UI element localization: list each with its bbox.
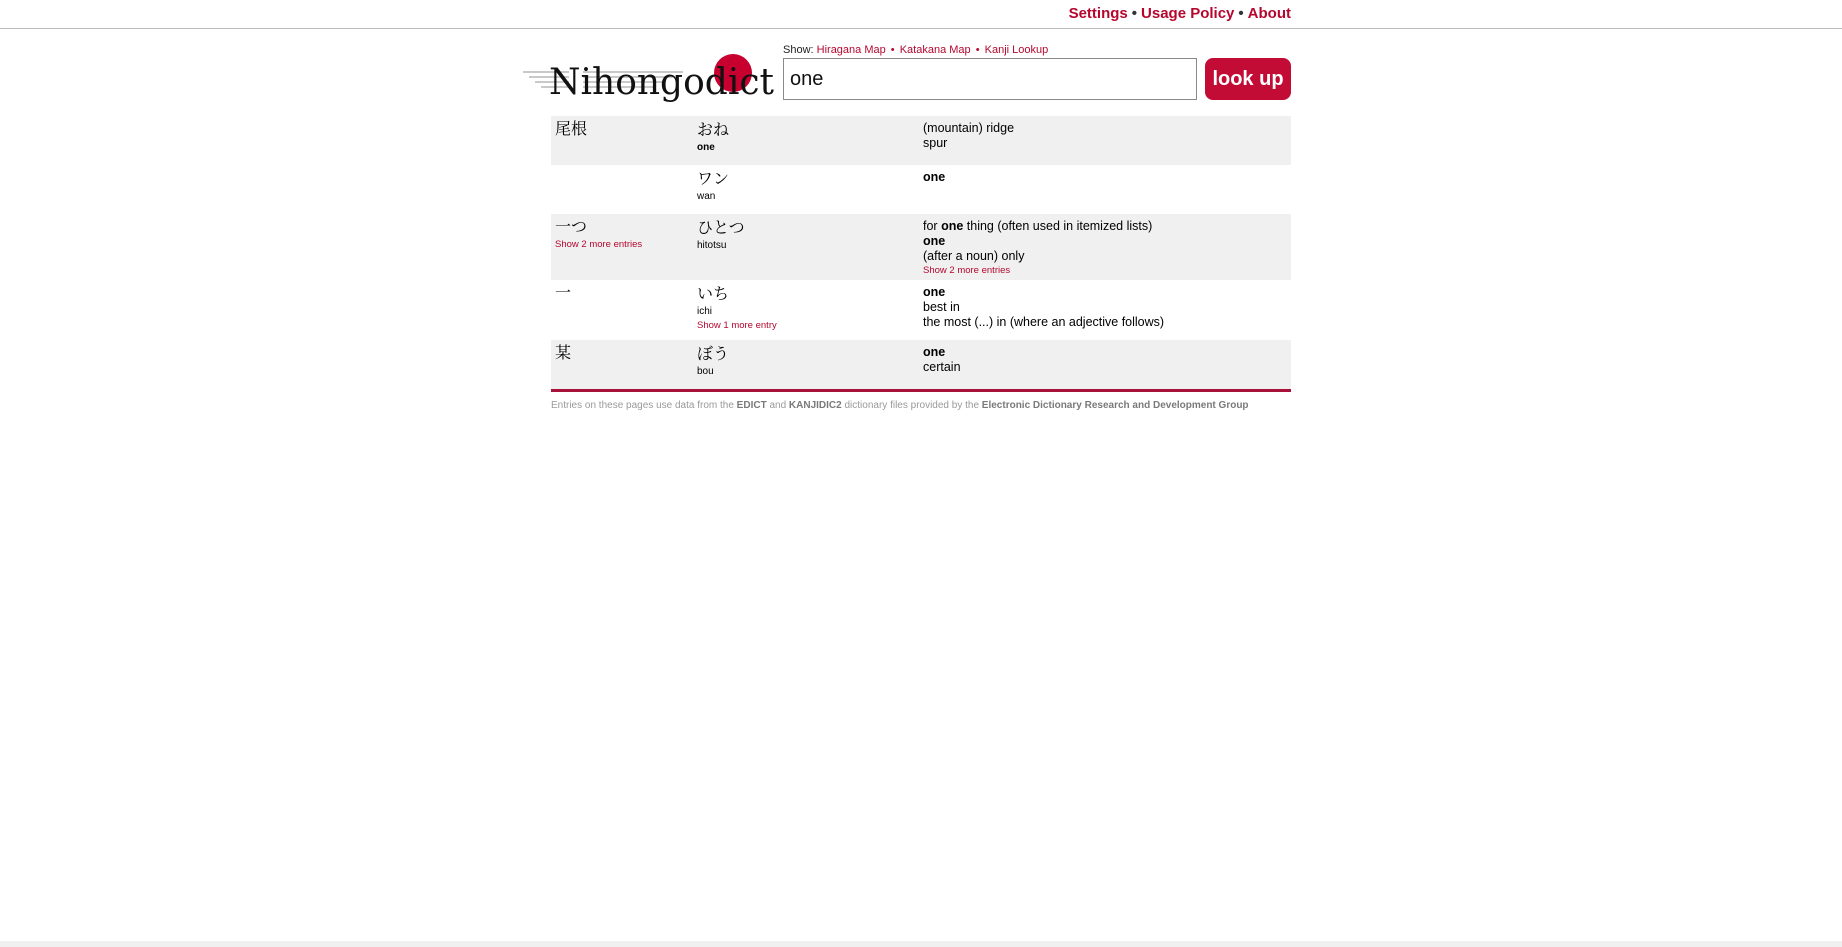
footer-credits [551,399,1291,412]
footer-text: and [766,400,789,411]
definition-cell [923,219,1152,277]
show-more-entries-link[interactable]: Show 2 more entries [555,239,643,250]
kana-cell [697,285,777,332]
show-separator: • [975,44,980,56]
result-row [551,340,1291,389]
kana-cell [697,170,729,204]
kanji-lookup-link[interactable]: Kanji Lookup [984,44,1049,56]
edrdg-label: Electronic Dictionary Research and Development Group [981,400,1249,411]
top-bar [0,0,1842,29]
romaji-text: bou [697,366,714,377]
definition-line: certain [923,360,961,374]
definition-cell [923,285,1164,330]
definition-line: the most (...) in (where an adjective follows) [923,315,1165,329]
kana-cell [697,219,745,253]
show-prefix: Show: [783,44,814,56]
definition-line: spur [923,136,948,150]
top-nav [1069,5,1291,22]
definition-cell [923,170,945,185]
result-row [551,116,1291,165]
kanji-cell [555,218,642,251]
result-row [551,280,1291,340]
bottom-strip [0,941,1842,947]
romaji-text: wan [697,191,716,202]
definition-line: (mountain) ridge [923,121,1015,135]
usage-policy-link[interactable]: Usage Policy [1141,5,1235,22]
kanji-text[interactable]: 一つ [555,219,588,236]
show-more-entries-link[interactable]: Show 2 more entries [923,265,1011,276]
footer-text: Entries on these pages use data from the [551,400,737,411]
definition-line: one [923,345,946,359]
kana-text: ワン [697,171,730,188]
edict-label: EDICT [736,400,767,411]
romaji-text: one [697,142,715,153]
look-up-button[interactable]: look up [1205,58,1291,100]
results-list [551,116,1291,389]
definition-line: best in [923,300,960,314]
kana-text: おね [697,122,730,139]
romaji-text: hitotsu [697,240,727,251]
nav-separator: • [1238,5,1244,22]
romaji-text: ichi [697,306,713,317]
footer-text: dictionary files provided by the [841,400,982,411]
definition-line: for one thing (often used in itemized lists) [923,219,1153,233]
kanji-text[interactable]: 尾根 [555,121,588,138]
show-separator: • [890,44,895,56]
show-links [783,44,1048,56]
kana-cell [697,345,729,379]
site-logo[interactable] [523,52,778,112]
kanji-cell [555,344,571,364]
search-input[interactable] [783,58,1197,100]
kana-text: ぼう [697,346,730,363]
kanji-cell [555,120,587,140]
about-link[interactable]: About [1247,5,1291,22]
kanjidic-label: KANJIDIC2 [788,400,842,411]
katakana-map-link[interactable]: Katakana Map [899,44,971,56]
kana-text: ひとつ [697,220,745,237]
results-divider [551,389,1291,392]
show-more-entry-link[interactable]: Show 1 more entry [697,320,777,331]
kanji-text[interactable]: 一 [555,285,572,302]
definition-cell [923,121,1014,151]
definition-line: one [923,234,946,248]
kana-cell [697,121,729,155]
nav-separator: • [1131,5,1138,22]
result-row [551,165,1291,214]
definition-line: one [923,285,946,299]
definition-cell [923,345,961,375]
settings-link[interactable]: Settings [1068,5,1128,22]
result-row [551,214,1291,280]
kana-text: いち [697,286,730,303]
hiragana-map-link[interactable]: Hiragana Map [816,44,886,56]
kanji-cell [555,284,571,304]
logo-text: Nihongodict [549,62,774,103]
kanji-text[interactable]: 某 [555,345,572,362]
definition-line: (after a noun) only [923,249,1025,263]
definition-line: one [923,170,946,184]
